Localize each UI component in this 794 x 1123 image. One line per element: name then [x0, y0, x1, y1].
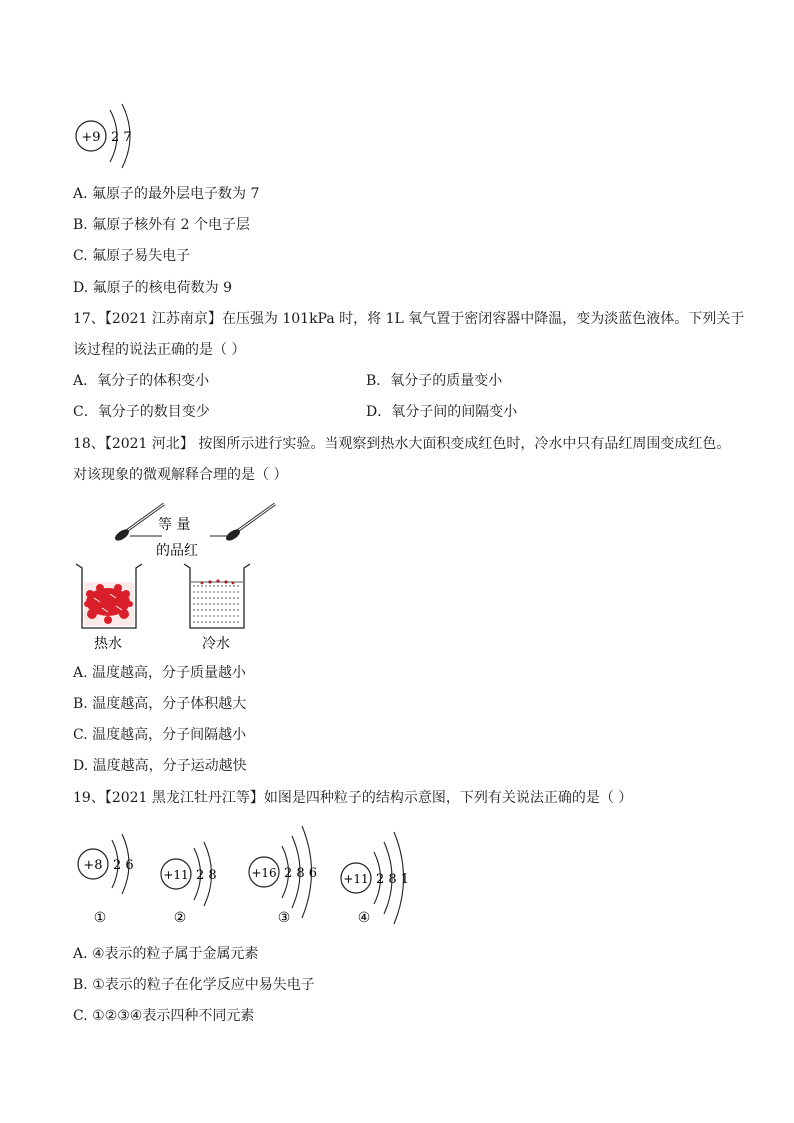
dye-diffusion-experiment [70, 498, 280, 658]
q18-option-b[interactable]: B. 温度越高，分子体积越大 [73, 696, 247, 712]
q16-option-b[interactable]: B. 氟原子核外有 2 个电子层 [73, 217, 250, 233]
svg-text:+16: +16 [251, 866, 277, 880]
label-cold-water: 冷水 [202, 636, 230, 652]
q16-option-d[interactable]: D. 氟原子的核电荷数为 9 [73, 280, 232, 296]
particle-label: ① [93, 910, 107, 926]
q16-option-c[interactable]: C. 氟原子易失电子 [73, 248, 191, 264]
cold-water-beaker [184, 564, 250, 628]
q17-option-d[interactable]: D．氧分子间的间隔变小 [366, 404, 518, 420]
particle-label: ② [173, 910, 187, 926]
svg-text:+8: +8 [83, 858, 103, 873]
q17-option-c[interactable]: C．氧分子的数目变少 [73, 404, 210, 420]
q19-stem: 19、【2021 黑龙江牡丹江等】如图是四种粒子的结构示意图，下列有关说法正确的是（ ） [73, 790, 633, 806]
svg-text:2 6: 2 6 [113, 858, 134, 873]
q17-stem-line2: 该过程的说法正确的是（ ） [73, 342, 246, 358]
q18-option-c[interactable]: C. 温度越高，分子间隔越小 [73, 727, 247, 743]
q17-option-a[interactable]: A．氧分子的体积变小 [73, 373, 210, 389]
label-equal-amount: 等 量 [158, 517, 191, 533]
q19-option-b[interactable]: B. ①表示的粒子在化学反应中易失电子 [73, 977, 315, 993]
svg-text:2 8: 2 8 [196, 868, 217, 883]
label-dye: 的品红 [156, 543, 198, 559]
particle-label: ④ [357, 910, 371, 926]
particle-2 [161, 842, 217, 926]
electron-counts: 2 7 [111, 130, 132, 145]
q18-stem-line2: 对该现象的微观解释合理的是（ ） [73, 467, 288, 483]
spoon-right-icon [224, 504, 275, 543]
hot-water-beaker [76, 564, 142, 628]
particle-4 [341, 832, 409, 926]
particle-label: ③ [277, 910, 291, 926]
q19-option-a[interactable]: A. ④表示的粒子属于金属元素 [73, 946, 259, 962]
svg-text:2 8 1: 2 8 1 [376, 872, 410, 887]
particle-3 [249, 826, 317, 926]
q18-option-a[interactable]: A. 温度越高，分子质量越小 [73, 665, 247, 681]
spoon-left-icon [113, 504, 164, 543]
q19-option-c[interactable]: C. ①②③④表示四种不同元素 [73, 1008, 255, 1024]
svg-text:+11: +11 [343, 872, 369, 886]
svg-text:2 8 6: 2 8 6 [284, 866, 318, 881]
q17-option-b[interactable]: B．氧分子的质量变小 [366, 373, 503, 389]
q18-option-d[interactable]: D. 温度越高，分子运动越快 [73, 758, 247, 774]
particle-1 [78, 834, 134, 926]
q16-option-a[interactable]: A. 氟原子的最外层电子数为 7 [73, 186, 260, 202]
fluorine-atom-diagram [72, 100, 152, 172]
nucleus-charge: +9 [81, 130, 101, 145]
label-hot-water: 热水 [94, 636, 122, 652]
particle-structure-diagrams [72, 822, 422, 932]
q17-stem-line1: 17、【2021 江苏南京】在压强为 101kPa 时，将 1L 氧气置于密闭容器中降温，变为淡蓝色液体。下列关于 [73, 311, 745, 327]
svg-text:+11: +11 [163, 868, 189, 882]
q18-stem-line1: 18、【2021 河北】 按图所示进行实验。当观察到热水大面积变成红色时，冷水中只有品红周围变成红色。 [73, 436, 731, 452]
